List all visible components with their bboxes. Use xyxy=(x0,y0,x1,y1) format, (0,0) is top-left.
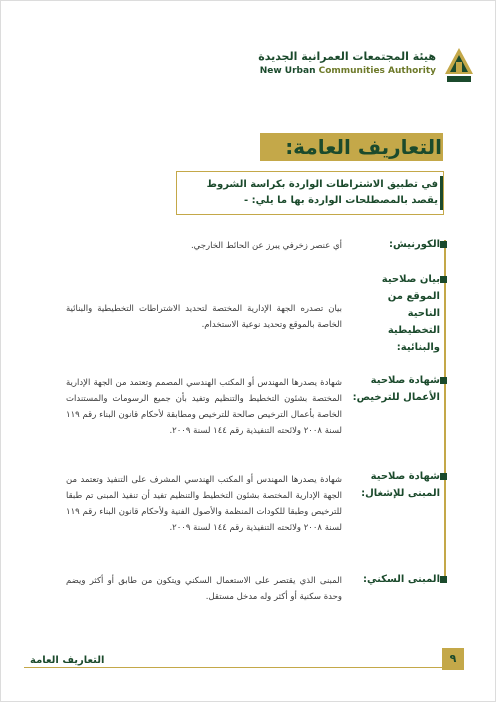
definition-term: شهادة صلاحية المبنى للإشغال: xyxy=(361,471,440,499)
definition-term: المبنى السكني: xyxy=(362,574,440,585)
timeline-line xyxy=(444,240,446,580)
definition-text: أي عنصر زخرفي يبرز عن الحائط الخارجي. xyxy=(190,241,342,251)
intro-line-1: في تطبيق الاشتراطات الواردة بكراسة الشروط xyxy=(206,179,438,190)
bullet-marker xyxy=(440,377,447,384)
definition-term: الكورنيش: xyxy=(389,239,440,250)
definition-term: شهادة صلاحية الأعمال للترخيص: xyxy=(352,375,440,403)
section-title: التعاريف العامة: xyxy=(285,135,442,159)
definition-text: شهادة يصدرها المهندس أو المكتب الهندسي المصمم وتعتمد من الجهة الإدارية المختصة بشئون التخطيط والتنظيم وتفيد بأن جميع الرسومات والمستندات الخاصة بأعمال الترخيص صالحة للترخيص ومطابقة لأحكام قانون البناء رقم ١١٩ لسنة ٢٠٠٨ ولائحته التنفيذية رقم ١٤٤ لسنة ٢٠٠٩. xyxy=(66,378,342,436)
page-number: ٩ xyxy=(442,648,464,670)
definition-text: بيان تصدره الجهة الإدارية المختصة لتحديد الاشتراطات التخطيطية والبنائية الخاصة بالموقع وتحديد نوعية الاستخدام. xyxy=(66,304,342,330)
intro-accent-bar xyxy=(440,176,443,210)
org-name-arabic: هيئة المجتمعات العمرانية الجديدة xyxy=(258,50,436,63)
org-name-english-prefix: New Urban xyxy=(259,66,319,76)
org-name-english-suffix: Communities Authority xyxy=(318,66,436,76)
definition-term: بيان صلاحية الموقع من الناحية التخطيطية والبنائية: xyxy=(381,274,440,353)
definition-text: شهادة يصدرها المهندس أو المكتب الهندسي المشرف على التنفيذ وتعتمد من الجهة الإدارية المختصة بشئون التخطيط والتنظيم تفيد أن تنفيذ المبنى تم طبقا للترخيص وطبقا للكودات المنظمة والأصول الفنية ولأحكام قانون البناء رقم ١١٩ لسنة ٢٠٠٨ ولائحته التنفيذية رقم ١٤٤ لسنة ٢٠٠٩. xyxy=(66,475,342,533)
footer-section-title: التعاريف العامة xyxy=(30,655,105,666)
org-name-english xyxy=(260,66,436,76)
definition-text: المبنى الذي يقتصر على الاستعمال السكني ويتكون من طابق أو أكثر ويضم وحدة سكنية أو أكثر وله مدخل مستقل. xyxy=(66,576,342,602)
footer-rule xyxy=(24,667,442,668)
authority-logo xyxy=(443,46,475,84)
bullet-marker xyxy=(440,276,447,283)
intro-line-2: يقصد بالمصطلحات الواردة بها ما يلي: - xyxy=(244,195,438,206)
bullet-marker xyxy=(440,241,447,248)
bullet-marker xyxy=(440,576,447,583)
intro-box xyxy=(176,171,444,215)
bullet-marker xyxy=(440,473,447,480)
